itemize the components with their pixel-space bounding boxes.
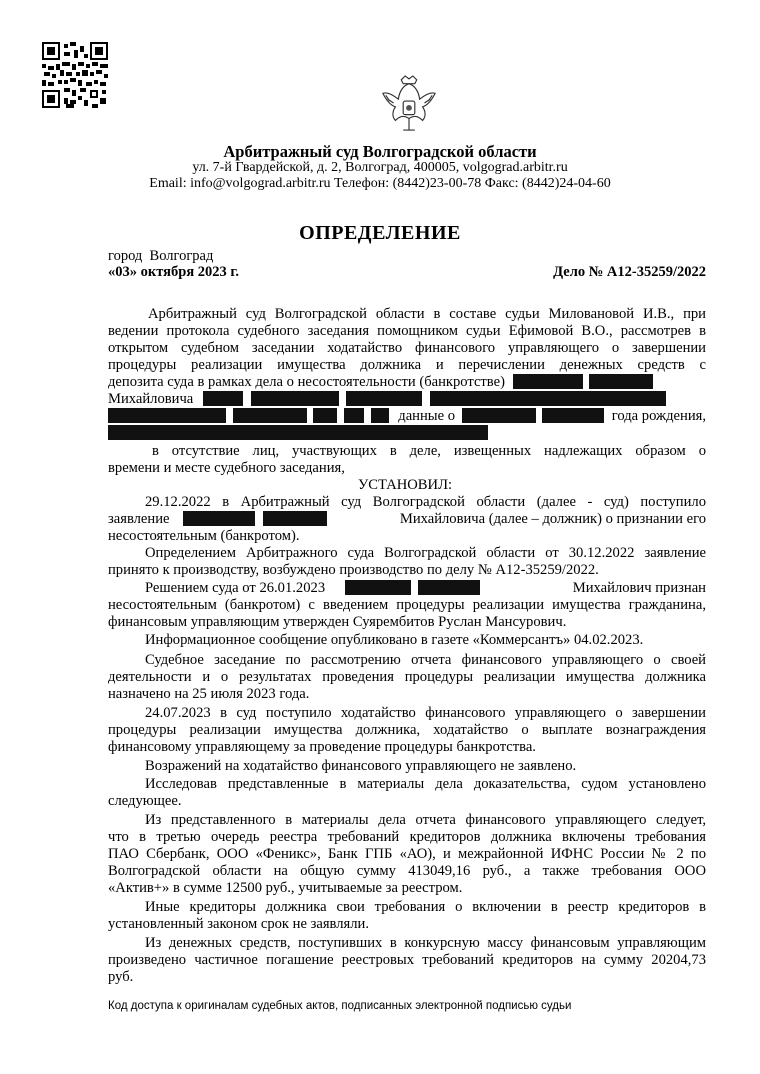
text-segment: Михайловича (далее – должник) о признании его <box>399 511 706 527</box>
text-line: произведено частичное погашение реестровых требований кредиторов на сумму 20204,73 <box>108 952 706 968</box>
text-line: Арбитражный суд Волгоградской области в составе судьи Миловановой И.В., при <box>148 306 706 322</box>
text-line <box>108 408 706 425</box>
redaction-block <box>108 408 226 423</box>
text-line <box>108 425 706 442</box>
redaction-block <box>589 374 653 389</box>
text-line <box>108 580 706 597</box>
redaction-block <box>108 425 488 440</box>
text-line: процедуры реализации имущества должника, ходатайство о выплате вознаграждения <box>108 722 706 738</box>
text-line: времени и месте судебного заседания, <box>108 460 345 476</box>
text-line: финансовым управляющим утвержден Суярембитов Руслан Мансурович. <box>108 614 567 630</box>
text-line: Исследовав представленные в материалы дела доказательства, судом установлено <box>145 776 706 792</box>
text-line: Судебное заседание по рассмотрению отчета финансового управляющего о своей <box>145 652 706 668</box>
redaction-block <box>430 391 666 406</box>
text-line: открытом судебном заседании ходатайство финансового управляющего о завершении <box>108 340 706 356</box>
text-line: деятельности и о результатах проведения процедуры реализации имущества должника <box>108 669 706 685</box>
text-segment: Решением суда от 26.01.2023 <box>145 580 326 596</box>
text-line: Возражений на ходатайство финансового управляющего не заявлено. <box>145 758 577 774</box>
redaction-block <box>344 408 364 423</box>
redaction-block <box>346 391 422 406</box>
text-line: Из представленного в материалы дела отчета финансового управляющего следует, <box>145 812 706 828</box>
redaction-block <box>203 391 243 406</box>
text-line: Определением Арбитражного суда Волгоградской области от 30.12.2022 заявление <box>145 545 706 561</box>
text-line: процедуры реализации имущества должника и перечислении денежных средств с <box>108 357 706 373</box>
text-line: ведении протокола судебного заседания помощником судьи Ефимовой В.О., рассмотрев в <box>108 323 706 339</box>
redaction-block <box>183 511 255 526</box>
text-line: 29.12.2022 в Арбитражный суд Волгоградской области (далее - суд) поступило <box>145 494 706 510</box>
redaction-block <box>251 391 339 406</box>
text-line <box>108 374 706 391</box>
redaction-block <box>462 408 536 423</box>
redaction-block <box>233 408 307 423</box>
document-date: «03» октября 2023 г. <box>108 264 239 280</box>
text-segment: депозита суда в рамках дела о несостоятельности (банкротстве) <box>108 374 505 390</box>
redaction-block <box>313 408 337 423</box>
court-address: ул. 7-й Гвардейской, д. 2, Волгоград, 400005, volgograd.arbitr.ru <box>192 160 568 175</box>
text-line: финансовому управляющему за проведение процедуры банкротства. <box>108 739 536 755</box>
city: город Волгоград <box>108 248 214 264</box>
text-line: в отсутствие лиц, участвующих в деле, извещенных надлежащих образом о <box>152 443 706 459</box>
redaction-block <box>263 511 327 526</box>
text-segment: Михайловича <box>108 391 194 407</box>
text-line: что в третью очередь реестра требований кредиторов должника включены требования <box>108 829 706 845</box>
text-line: назначено на 25 июля 2023 года. <box>108 686 310 702</box>
text-line: ПАО Сбербанк, ООО «Феникс», Банк ГПБ «АО), и межрайонной ИФНС России № 2 по <box>108 846 706 862</box>
text-segment: года рождения, <box>611 408 706 424</box>
redaction-block <box>371 408 389 423</box>
redaction-block <box>542 408 604 423</box>
redaction-block <box>513 374 583 389</box>
redaction-block <box>418 580 480 595</box>
coat-of-arms-icon <box>380 74 438 134</box>
text-line: «Актив+» в сумме 12500 руб., учитываемые за реестром. <box>108 880 463 896</box>
text-line: Из денежных средств, поступивших в конкурсную массу финансовым управляющим <box>145 935 706 951</box>
text-line <box>108 511 706 528</box>
document-title: ОПРЕДЕЛЕНИЕ <box>299 222 461 244</box>
text-line: Иные кредиторы должника свои требования о включении в реестр кредиторов в <box>145 899 706 915</box>
redaction-block <box>345 580 411 595</box>
text-line: руб. <box>108 969 134 985</box>
court-name: Арбитражный суд Волгоградской области <box>223 142 537 161</box>
text-line: принято к производству, возбуждено производство по делу № А12-35259/2022. <box>108 562 599 578</box>
text-segment: данные о <box>398 408 456 424</box>
text-line: следующее. <box>108 793 182 809</box>
court-contacts: Email: info@volgograd.arbitr.ru Телефон: (8442)23-00-78 Факс: (8442)24-04-60 <box>149 176 611 191</box>
text-line: Информационное сообщение опубликовано в газете «Коммерсантъ» 04.02.2023. <box>145 632 644 648</box>
text-line: Волгоградской области на общую сумму 413049,16 руб., а также требования ООО <box>108 863 706 879</box>
established-heading: УСТАНОВИЛ: <box>357 477 453 493</box>
text-line: 24.07.2023 в суд поступило ходатайство финансового управляющего о завершении <box>145 705 706 721</box>
case-number: Дело № А12-35259/2022 <box>553 264 706 280</box>
text-segment: заявление <box>108 511 170 527</box>
text-line: несостоятельным (банкротом). <box>108 528 300 544</box>
text-line: несостоятельным (банкротом) с введением процедуры реализации имущества гражданина, <box>108 597 706 613</box>
footer-note: Код доступа к оригиналам судебных актов, подписанных электронной подписью судьи <box>108 1000 572 1012</box>
text-line <box>108 391 706 408</box>
text-segment: Михайлович признан <box>572 580 706 596</box>
text-line: установленный законом срок не заявляли. <box>108 916 369 932</box>
qr-code-icon <box>42 42 108 108</box>
